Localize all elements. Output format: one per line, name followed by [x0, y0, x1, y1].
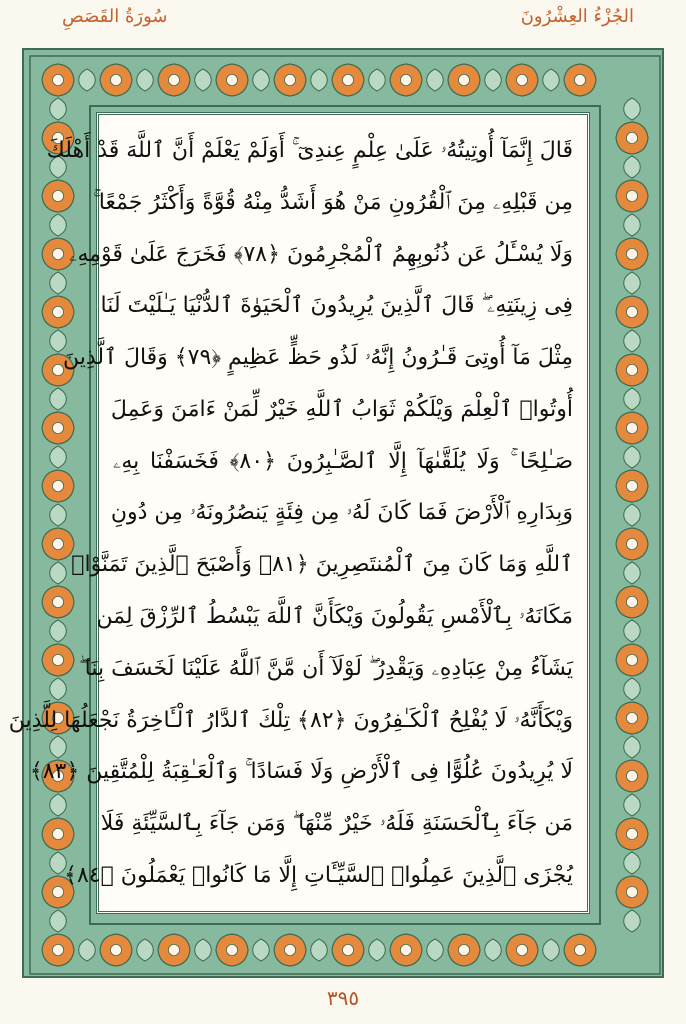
- text-page: [8, 112, 590, 914]
- verse-line: يُجْزَى ٱلَّذِينَ عَمِلُوا۟ ٱلسَّيِّـَٔاتِ إِلَّا مَا كَانُوا۟ يَعْمَلُونَ ﴿٨٤﴾: [64, 862, 573, 888]
- surah-name: سُورَةُ القَصَصِ: [62, 6, 168, 27]
- page-header: [0, 0, 686, 50]
- verse-line: ٱللَّهِ وَمَا كَانَ مِنَ ٱلْمُنتَصِرِينَ ﴿٨١﴾ وَأَصْبَحَ ٱلَّذِينَ تَمَنَّوْا۟: [71, 552, 573, 578]
- verse-line: قَالَ إِنَّمَآ أُوتِيتُهُۥ عَلَىٰ عِلْمٍ عِندِىٓ ۚ أَوَلَمْ يَعْلَمْ أَنَّ ٱللَّهَ قَدْ أَهْلَكَ: [46, 138, 573, 163]
- verse-line: وَيْكَأَنَّهُۥ لَا يُفْلِحُ ٱلْكَـٰفِرُونَ ﴿٨٢﴾ تِلْكَ ٱلدَّارُ ٱلْـَٔاخِرَةُ نَجْعَلُهَا لِلَّذِينَ: [8, 707, 573, 733]
- page-number: ٣٩٥: [326, 986, 360, 1010]
- verse-line: مَكَانَهُۥ بِٱلْأَمْسِ يَقُولُونَ وَيْكَأَنَّ ٱللَّهَ يَبْسُطُ ٱلرِّزْقَ لِمَن: [96, 604, 573, 630]
- juz-name: الجُزْءُ العِشْرُونَ: [520, 6, 634, 27]
- verse-line: فِى زِينَتِهِۦ ۖ قَالَ ٱلَّذِينَ يُرِيدُونَ ٱلْحَيَوٰةَ ٱلدُّنْيَا يَـٰلَيْتَ لَنَا: [100, 293, 573, 319]
- verse-line: أُوتُوا۟ ٱلْعِلْمَ وَيْلَكُمْ ثَوَابُ ٱللَّهِ خَيْرٌ لِّمَنْ ءَامَنَ وَعَمِلَ: [110, 396, 573, 422]
- verse-line: وَلَا يُسْـَٔلُ عَن ذُنُوبِهِمُ ٱلْمُجْرِمُونَ ﴿٧٨﴾ فَخَرَجَ عَلَىٰ قَوْمِهِۦ: [69, 241, 573, 267]
- verse-line: مَن جَآءَ بِٱلْحَسَنَةِ فَلَهُۥ خَيْرٌ مِّنْهَا ۖ وَمَن جَآءَ بِٱلسَّيِّئَةِ فَلَا: [100, 811, 573, 837]
- verse-lines: [8, 125, 574, 901]
- verse-line: مِن قَبْلِهِۦ مِنَ ٱلْقُرُونِ مَنْ هُوَ أَشَدُّ مِنْهُ قُوَّةً وَأَكْثَرُ جَمْعًا ۚ: [93, 189, 573, 215]
- verse-line: مِثْلَ مَآ أُوتِىَ قَـٰرُونُ إِنَّهُۥ لَذُو حَظٍّ عَظِيمٍ ﴿٧٩﴾ وَقَالَ ٱلَّذِينَ: [62, 345, 573, 371]
- verse-line: يَشَآءُ مِنْ عِبَادِهِۦ وَيَقْدِرُ ۖ لَوْلَآ أَن مَّنَّ ٱللَّهُ عَلَيْنَا لَخَسَفَ بِنَا ۖ: [79, 655, 573, 681]
- verse-line: صَـٰلِحًا ۚ وَلَا يُلَقَّىٰهَآ إِلَّا ٱلصَّـٰبِرُونَ ﴿٨٠﴾ فَخَسَفْنَا بِهِۦ: [113, 448, 574, 474]
- verse-line: وَبِدَارِهِ ٱلْأَرْضَ فَمَا كَانَ لَهُۥ مِن فِئَةٍ يَنصُرُونَهُۥ مِن دُونِ: [110, 500, 573, 526]
- verse-line: لَا يُرِيدُونَ عُلُوًّا فِى ٱلْأَرْضِ وَلَا فَسَادًا ۚ وَٱلْعَـٰقِبَةُ لِلْمُتَّقِينَ ﴿٨٣﴾: [29, 759, 573, 785]
